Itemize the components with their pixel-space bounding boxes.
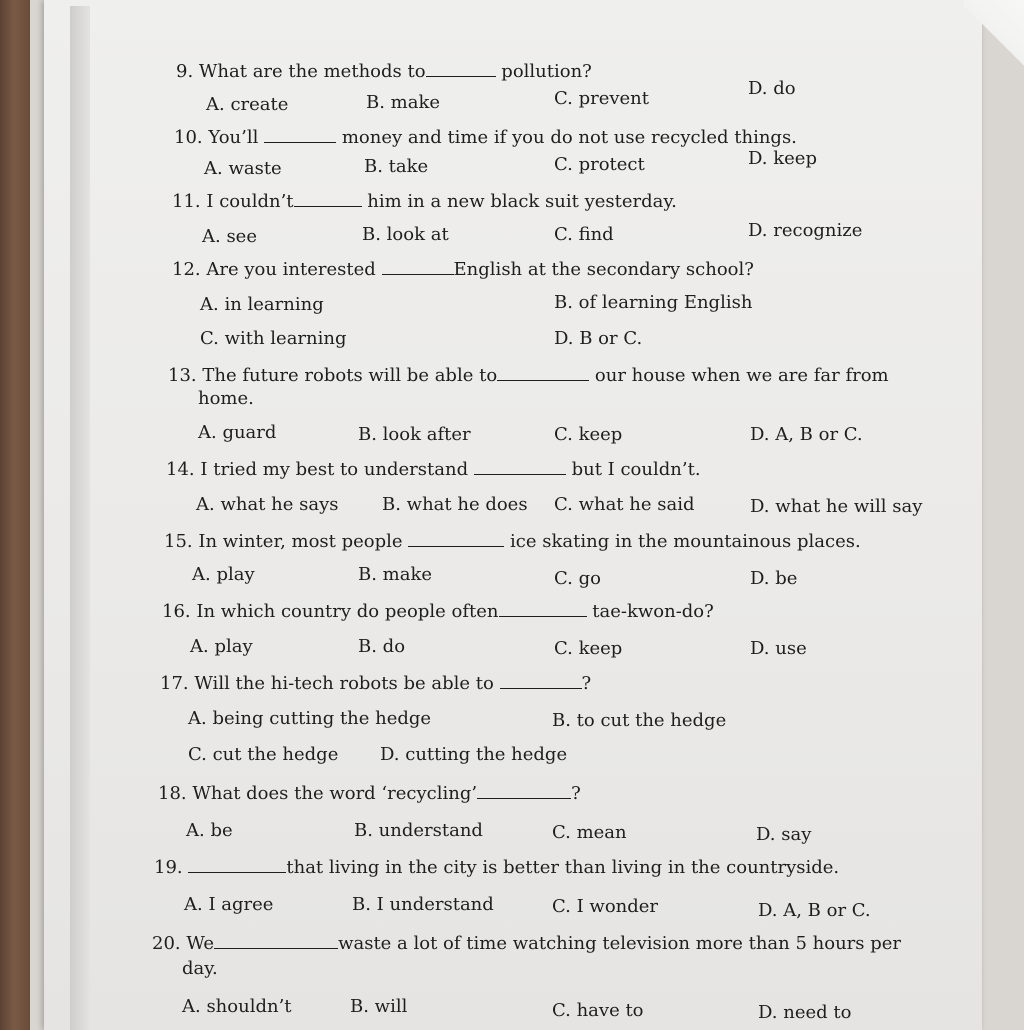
question-11: [172, 190, 677, 213]
answer-blank: [214, 932, 338, 949]
option-d: D. A, B or C.: [750, 424, 863, 445]
answer-blank: [477, 782, 571, 799]
option-a: A. create: [206, 94, 289, 115]
question-number: 11.: [172, 191, 201, 212]
question-stem: What does the word ‘recycling’: [192, 783, 478, 804]
question-number: 18.: [158, 783, 187, 804]
answer-blank: [382, 258, 454, 275]
option-d: D. recognize: [748, 220, 863, 241]
answer-blank: [499, 600, 587, 617]
question-continuation: home.: [198, 388, 254, 409]
option-c: C. cut the hedge: [188, 744, 339, 765]
question-number: 19.: [154, 857, 183, 878]
option-b: B. look at: [362, 224, 449, 245]
option-d: D. A, B or C.: [758, 900, 871, 921]
option-b: B. will: [350, 996, 408, 1017]
answer-blank: [294, 190, 362, 207]
option-a: A. play: [192, 564, 255, 585]
question-stem-end: waste a lot of time watching television more than 5 hours per: [338, 933, 902, 954]
option-a: A. guard: [198, 422, 277, 443]
option-c: C. protect: [554, 154, 645, 175]
question-stem: We: [186, 933, 215, 954]
option-b: B. to cut the hedge: [552, 710, 727, 731]
option-a: A. see: [202, 226, 257, 247]
option-d: D. need to: [758, 1002, 852, 1023]
question-14: [166, 458, 701, 481]
option-a: A. what he says: [196, 494, 339, 515]
question-number: 17.: [160, 673, 189, 694]
question-number: 20.: [152, 933, 181, 954]
question-stem-end: that living in the city is better than living in the countryside.: [286, 857, 840, 878]
option-b: B. make: [358, 564, 433, 585]
option-c: C. I wonder: [552, 896, 659, 917]
option-b: B. do: [358, 636, 406, 657]
option-a: A. waste: [204, 158, 282, 179]
question-12: [172, 258, 754, 281]
question-number: 13.: [168, 365, 197, 386]
option-b: B. understand: [354, 820, 483, 841]
question-stem: I couldn’t: [206, 191, 294, 212]
option-d: D. be: [750, 568, 798, 589]
option-c: C. have to: [552, 1000, 644, 1021]
question-15: [164, 530, 861, 553]
option-d: D. cutting the hedge: [380, 744, 568, 765]
option-a: A. I agree: [184, 894, 274, 915]
question-number: 10.: [174, 127, 203, 148]
question-stem-end: pollution?: [501, 61, 592, 82]
question-stem-end: him in a new black suit yesterday.: [367, 191, 677, 212]
option-a: A. shouldn’t: [182, 996, 292, 1017]
question-19: [154, 856, 839, 879]
option-b: B. of learning English: [554, 292, 753, 313]
option-d: D. do: [748, 78, 796, 99]
question-stem: What are the methods to: [198, 61, 426, 82]
question-stem-end: ?: [571, 783, 581, 804]
question-16: [162, 600, 714, 623]
question-stem: In winter, most people: [198, 531, 403, 552]
question-stem: I tried my best to understand: [200, 459, 469, 480]
option-c: C. find: [554, 224, 614, 245]
answer-blank: [497, 364, 589, 381]
question-number: 9.: [176, 61, 194, 82]
option-d: D. what he will say: [750, 496, 923, 517]
option-c: C. prevent: [554, 88, 650, 109]
question-stem-end: English at the secondary school?: [453, 259, 754, 280]
option-c: C. what he said: [554, 494, 695, 515]
answer-blank: [474, 458, 566, 475]
question-18: [158, 782, 581, 805]
question-stem-end: ?: [581, 673, 592, 694]
question-stem: In which country do people often: [196, 601, 499, 622]
question-stem-end: money and time if you do not use recycled things.: [341, 127, 797, 148]
page-corner: [964, 0, 1024, 70]
option-b: B. look after: [358, 424, 471, 445]
option-d: D. keep: [748, 148, 817, 169]
option-b: B. what he does: [382, 494, 528, 515]
option-c: C. with learning: [200, 328, 347, 349]
option-c: C. keep: [554, 638, 623, 659]
question-stem: Will the hi-tech robots be able to: [194, 673, 494, 694]
option-c: C. go: [554, 568, 601, 589]
question-number: 12.: [172, 259, 201, 280]
option-a: A. play: [190, 636, 253, 657]
question-stem: Are you interested: [206, 259, 376, 280]
question-stem-end: ice skating in the mountainous places.: [510, 531, 861, 552]
option-a: A. be: [186, 820, 233, 841]
option-b: B. make: [366, 92, 441, 113]
option-c: C. keep: [554, 424, 623, 445]
question-stem-end: but I couldn’t.: [571, 459, 701, 480]
option-a: A. being cutting the hedge: [188, 708, 432, 729]
question-number: 14.: [166, 459, 195, 480]
option-d: D. say: [756, 824, 812, 845]
page-edge-shadow: [70, 6, 90, 1030]
question-9: [176, 60, 592, 83]
question-10: [174, 126, 797, 149]
question-stem-end: our house when we are far from: [594, 365, 889, 386]
question-number: 15.: [164, 531, 193, 552]
answer-blank: [426, 60, 496, 77]
answer-blank: [188, 856, 286, 873]
option-b: B. take: [364, 156, 429, 177]
question-number: 16.: [162, 601, 191, 622]
answer-blank: [264, 126, 336, 143]
answer-blank: [500, 672, 582, 689]
option-d: D. B or C.: [554, 328, 643, 349]
answer-blank: [408, 530, 504, 547]
question-13: [168, 364, 889, 387]
question-continuation: day.: [182, 958, 218, 979]
option-d: D. use: [750, 638, 807, 659]
question-stem: The future robots will be able to: [202, 365, 498, 386]
option-b: B. I understand: [352, 894, 494, 915]
question-17: [160, 672, 591, 695]
option-a: A. in learning: [200, 294, 324, 315]
question-stem: You’ll: [208, 127, 259, 148]
option-c: C. mean: [552, 822, 627, 843]
question-20: [152, 932, 901, 955]
question-stem-end: tae-kwon-do?: [592, 601, 714, 622]
